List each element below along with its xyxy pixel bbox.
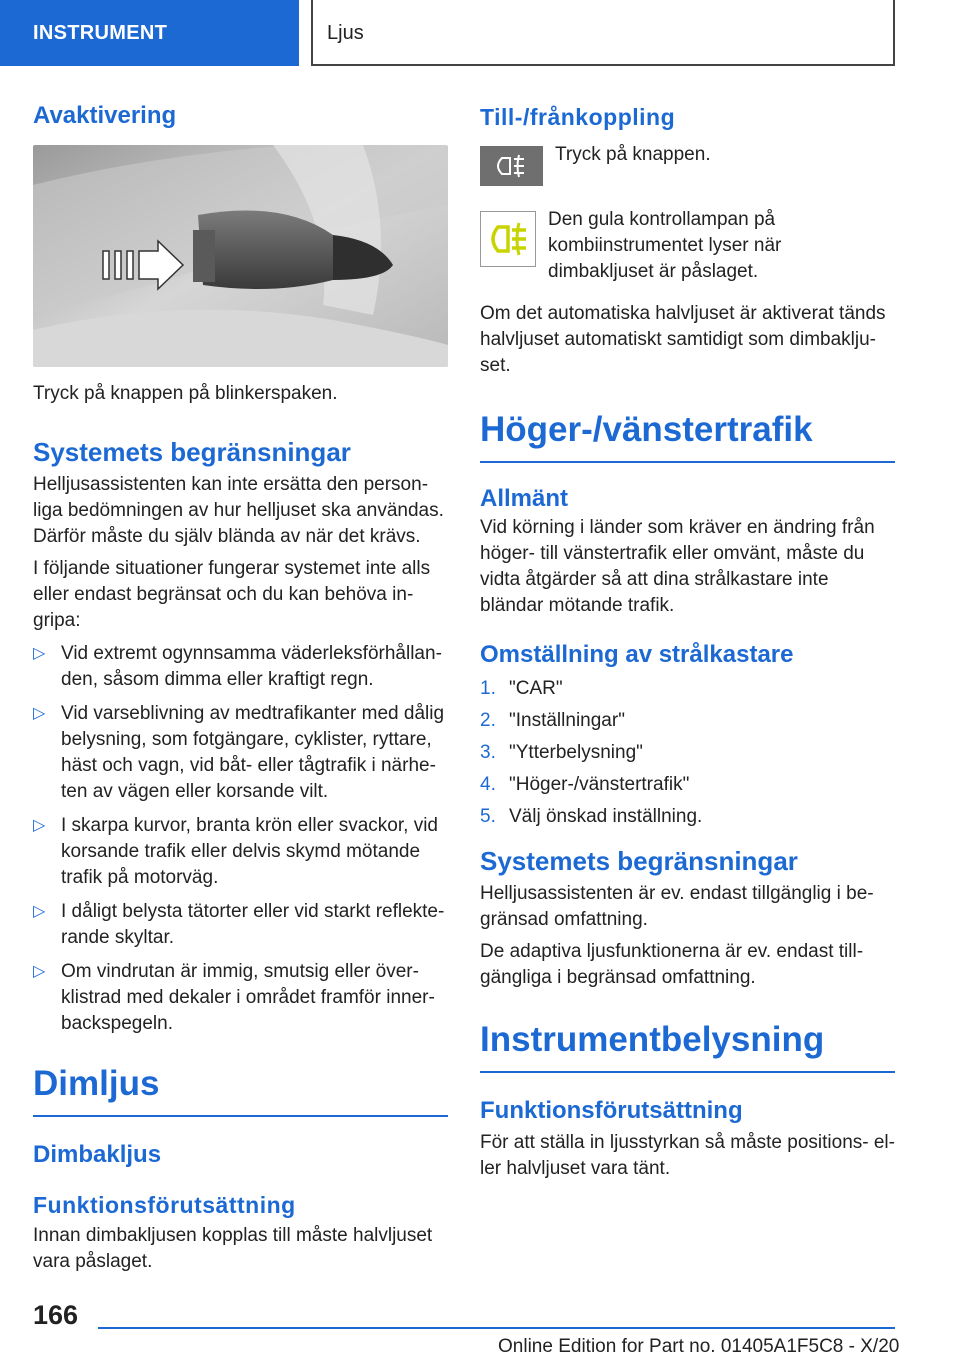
bullet-marker-icon: ▷ [33,644,46,662]
general-text: Vid körning i länder som kräver en ändring från höger- till vänstertrafik eller omvänt, måste du vidta åtgärder så att dina strålkastare inte bländar mötande trafik. [480,517,875,617]
list-item: ▷ Vid varseblivning av medtrafikanter med dålig belysning, som fotgängare, cyklister, ryttare, häst och vagn, vid båt- eller tågtrafik i närheten av vägen eller korsande vilt. [33,702,445,802]
list-item: ▷ I skarpa kurvor, branta krön eller svackor, vid korsande trafik eller delvis skymd mötande trafik på motorväg. [33,814,438,888]
auto-headlight-text: Om det automatiska halvljuset är aktiverat tänds halvljuset automatiskt samtidigt som dimbakljuset. [480,302,886,376]
edition-text: Online Edition for Part no. 01405A1F5C8 - X/20 [498,1336,900,1357]
bullet-marker-icon: ▷ [33,704,46,722]
button-instruction [480,143,895,191]
list-item: 3. "Ytterbelysning" [480,742,643,764]
list-item: ▷ Om vindrutan är immig, smutsig eller överklistrad med dekaler i området framför innerbackspegeln. [33,960,435,1034]
indicator-instruction [480,208,895,285]
stalk-image [33,145,448,367]
bullet-marker-icon: ▷ [33,902,46,920]
dimbakljus-heading: Dimbakljus [33,1140,162,1168]
limitations-paragraph-1: Helljusassistenten kan inte ersätta den personliga bedömningen av hur helljuset ska användas. Därför måste du själv blända av när det krävs. [33,473,444,547]
limitations-heading-right: Systemets begränsningar [480,846,798,877]
bullet-marker-icon: ▷ [33,816,46,834]
button-instruction-text: Tryck på knappen. [555,143,711,165]
list-item: 1. "CAR" [480,678,563,700]
footer-divider [98,1327,895,1329]
list-item: ▷ Vid extremt ogynnsamma väderleksförhållanden, såsom dimma eller kraftigt regn. [33,642,442,690]
list-item: 2. "Inställningar" [480,710,625,732]
headlight-adjust-heading: Omställning av strålkastare [480,641,794,669]
on-off-heading: Till-/frånkoppling [480,104,676,130]
requirement-heading-right: Funktionsförutsättning [480,1097,743,1125]
turn-signal-stalk-illustration [33,145,448,367]
avaktivering-heading: Avaktivering [33,102,177,129]
limitations-right-paragraph-2: De adaptiva ljusfunktionerna är ev. endast tillgängliga i begränsad omfattning. [480,941,864,989]
limitations-right-paragraph-1: Helljusassistenten är ev. endast tillgänglig i begränsad omfattning. [480,883,874,931]
indicator-text: Den gula kontrollampan på kombiinstrumentet lyser när dimbakljuset är påslaget. [548,208,782,282]
page-number: 166 [33,1300,79,1330]
rear-fog-button-icon [480,146,543,191]
list-item: 5. Välj önskad inställning. [480,806,703,828]
limitations-heading: Systemets begränsningar [33,436,351,467]
requirement-text: Innan dimbakljusen kopplas till måste halvljuset vara påslaget. [33,1225,433,1273]
topic-tab: Ljus [311,0,895,66]
limitations-list [33,641,448,1037]
traffic-side-heading: Höger-/vänstertrafik [480,409,895,463]
instrument-lighting-heading: Instrumentbelysning [480,1019,895,1073]
steps-list [480,676,895,830]
requirement-text-right: För att ställa in ljusstyrkan så måste positions- eller halvljuset vara tänt. [480,1132,895,1180]
section-tab: INSTRUMENT [0,0,299,66]
rear-fog-indicator-icon [480,211,536,285]
limitations-paragraph-2: I följande situationer fungerar systemet inte alls eller endast begränsat och du kan behöva ingripa: [33,557,431,631]
bullet-marker-icon: ▷ [33,962,46,980]
list-item: ▷ I dåligt belysta tätorter eller vid starkt reflekterande skyltar. [33,900,445,948]
requirement-heading: Funktionsförutsättning [33,1191,296,1218]
general-heading: Allmänt [480,484,569,512]
image-caption: Tryck på knappen på blinkerspaken. [33,382,338,404]
right-column [480,96,895,1182]
dimljus-heading: Dimljus [33,1063,448,1117]
left-column [33,96,448,1275]
list-item: 4. "Höger-/vänstertrafik" [480,774,690,796]
